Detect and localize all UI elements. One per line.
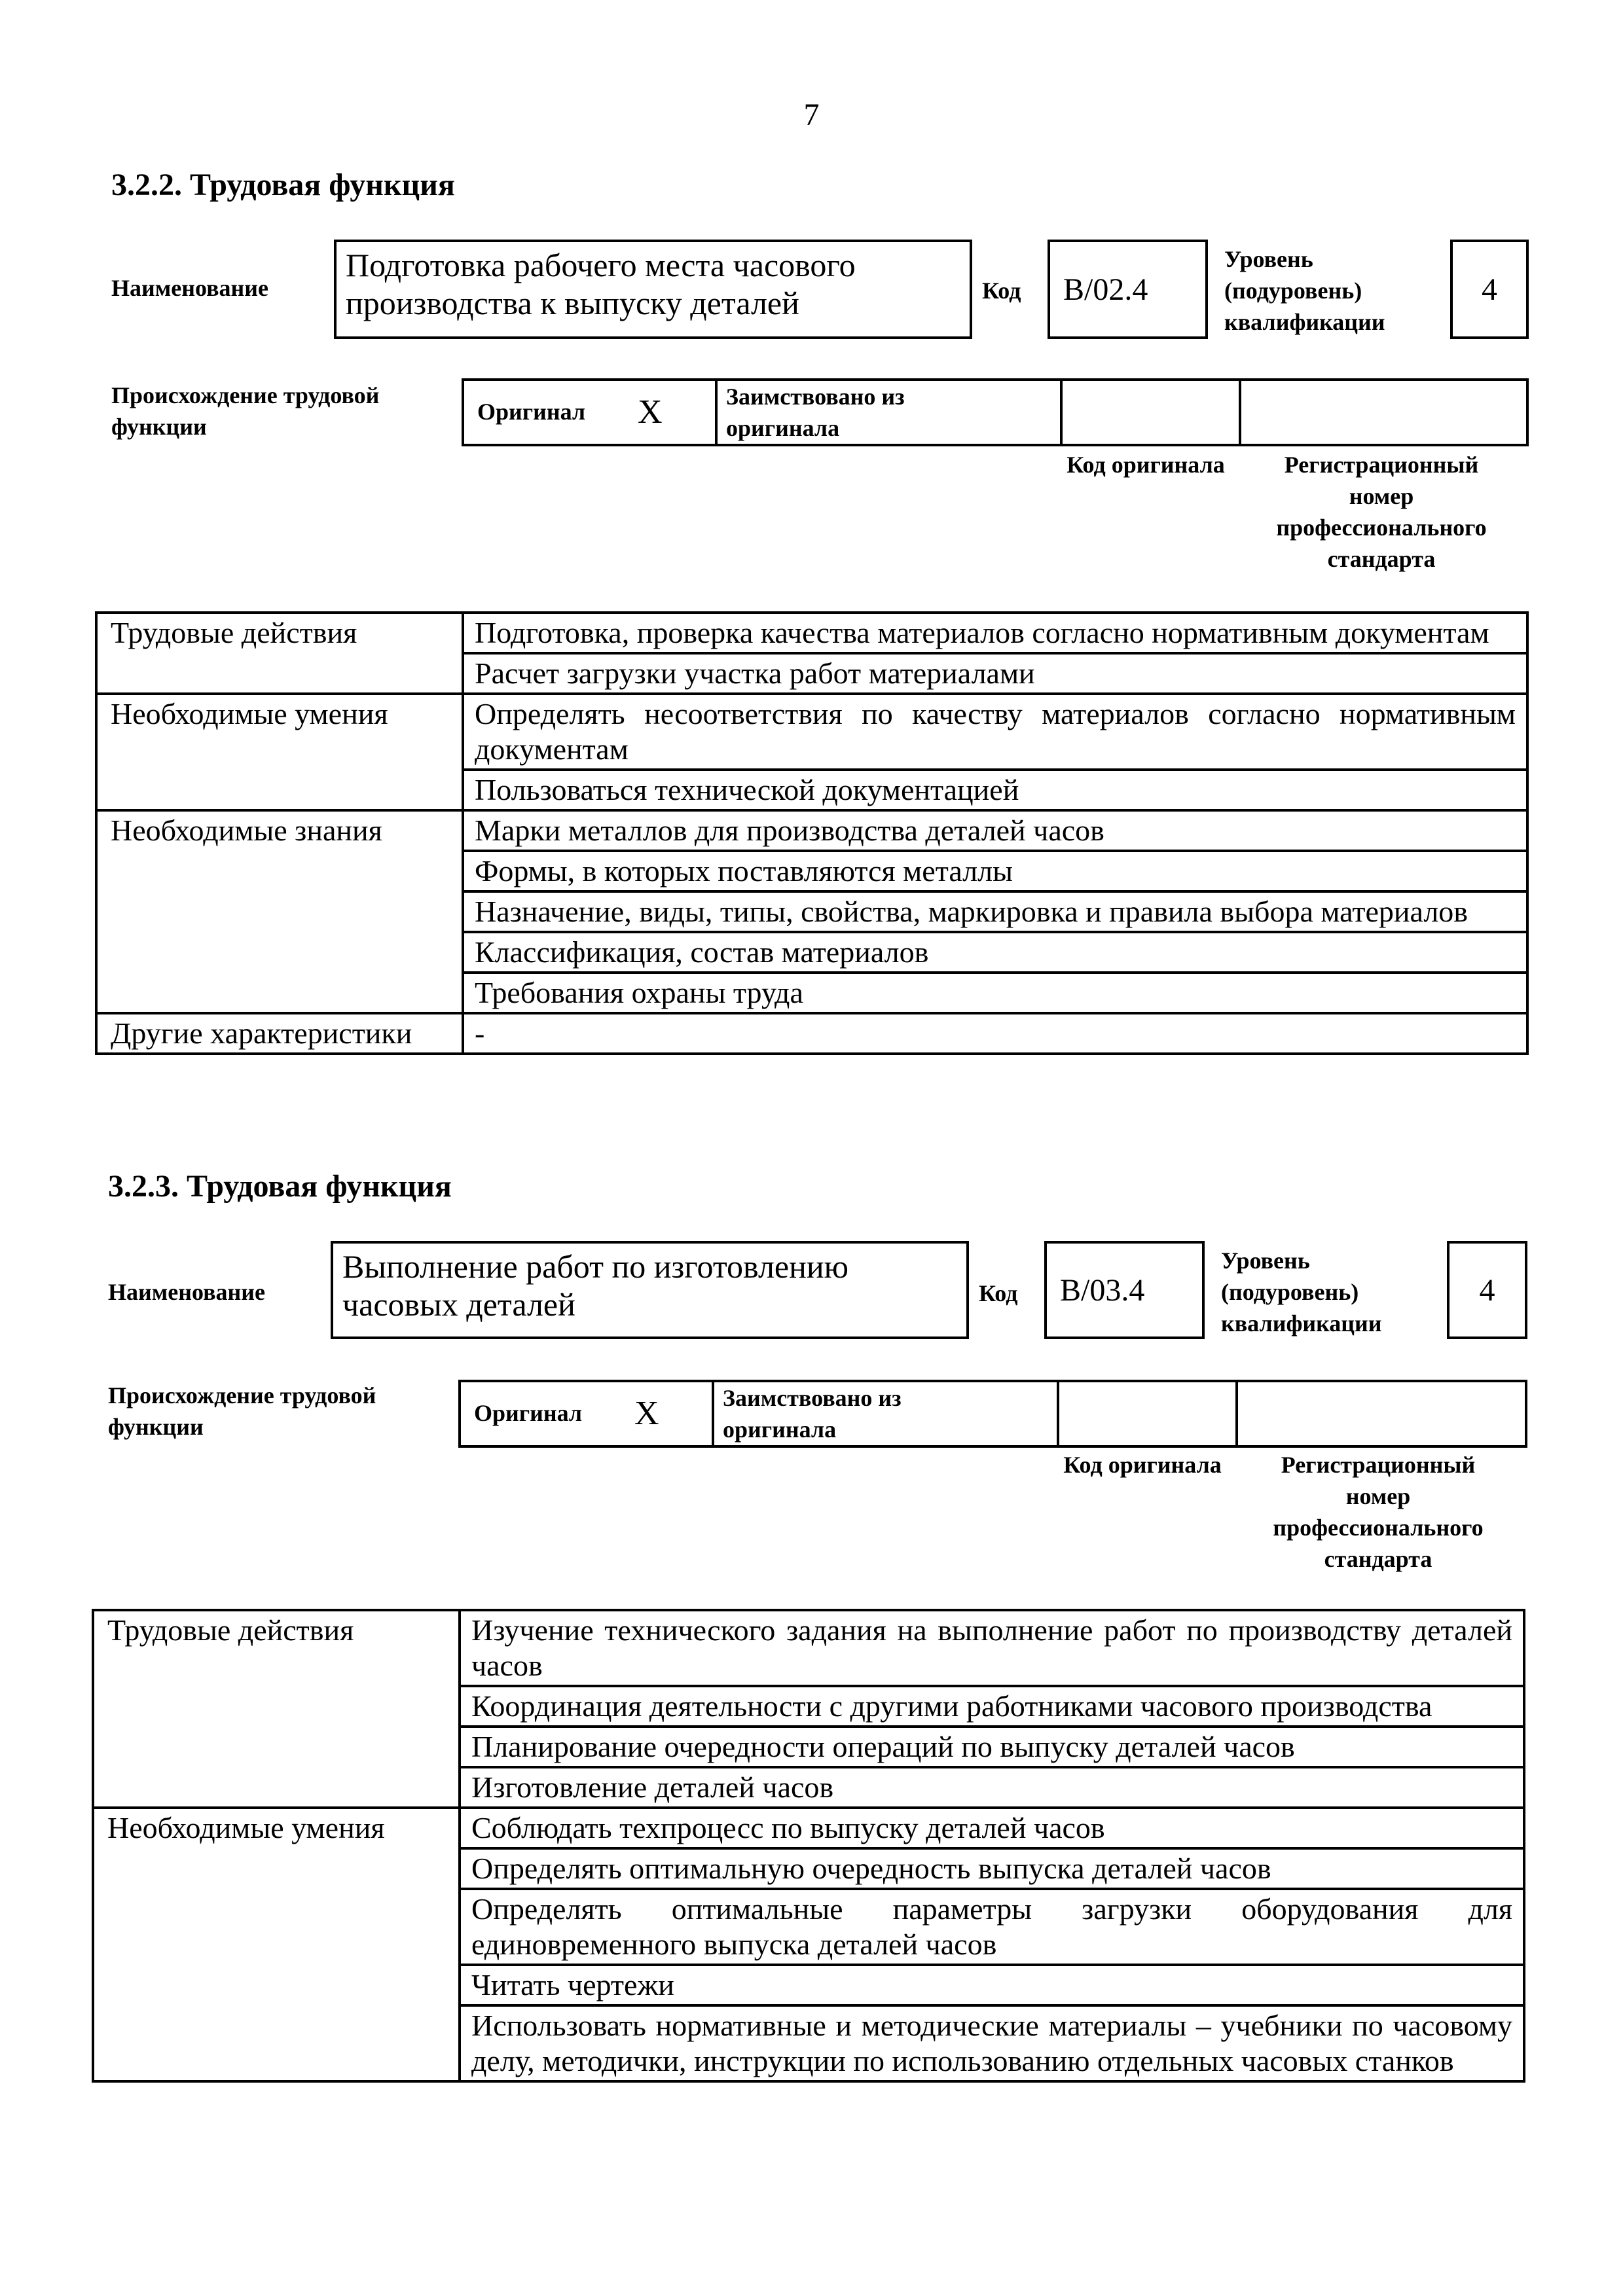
original-code-label: Код оригинала — [1067, 452, 1225, 478]
original-mark: X — [634, 1395, 659, 1432]
original-code-label: Код оригинала — [1063, 1452, 1222, 1478]
origin-table — [462, 378, 1529, 446]
divider — [1235, 1380, 1238, 1448]
table-cell: Назначение, виды, типы, свойства, маркировка и правила выбора материалов — [463, 891, 1527, 932]
original-label: Оригинал — [477, 399, 586, 425]
borrowed-label: Заимствовано из оригинала — [723, 1385, 902, 1443]
level-value: 4 — [1482, 272, 1497, 307]
section-title: 3.2.3. Трудовая функция — [108, 1169, 452, 1204]
group-label: Другие характеристики — [96, 1013, 463, 1054]
origin-table — [458, 1380, 1527, 1448]
table-cell: Классификация, состав материалов — [463, 932, 1527, 973]
table-row — [93, 1610, 1524, 1686]
level-label: Уровень (подуровень) квалификации — [1221, 1247, 1382, 1336]
group-label: Необходимые умения — [93, 1808, 460, 2081]
level-label: Уровень (подуровень) квалификации — [1224, 246, 1385, 335]
function-name: Выполнение работ по изготовлению часовых деталей — [342, 1248, 848, 1323]
function-code: B/02.4 — [1063, 272, 1148, 307]
function-name: Подготовка рабочего места часового производства к выпуску деталей — [346, 247, 856, 321]
section-title: 3.2.2. Трудовая функция — [111, 168, 455, 202]
table-row — [96, 694, 1527, 770]
original-mark: X — [638, 393, 663, 431]
borrowed-label: Заимствовано из оригинала — [726, 384, 905, 441]
level-value: 4 — [1479, 1272, 1495, 1308]
registration-number-label: Регистрационный номер профессионального стандарта — [1273, 1452, 1484, 1572]
divider — [712, 1380, 714, 1448]
table-row — [93, 1808, 1524, 1848]
table-cell: Расчет загрузки участка работ материалами — [463, 653, 1527, 694]
origin-label: Происхождение трудовой функции — [108, 1382, 376, 1440]
table-cell: Определять оптимальную очередность выпуска деталей часов — [460, 1848, 1524, 1889]
table-cell: Подготовка, проверка качества материалов согласно нормативным документам — [463, 613, 1527, 653]
table-cell: Использовать нормативные и методические материалы – учебники по часовому делу, методички, инструкции по использованию отдельных часовых станков — [460, 2005, 1524, 2081]
group-label: Трудовые действия — [93, 1610, 460, 1808]
table-cell: Определять несоответствия по качеству материалов согласно нормативным документам — [463, 694, 1527, 770]
table-cell: Формы, в которых поставляются металлы — [463, 851, 1527, 891]
table-row — [96, 1013, 1527, 1054]
table-cell: Определять оптимальные параметры загрузки оборудования для единовременного выпуска деталей часов — [460, 1889, 1524, 1965]
level-box — [1450, 240, 1529, 339]
page-number: 7 — [803, 98, 820, 132]
function-name-box — [334, 240, 972, 339]
table-cell: Соблюдать техпроцесс по выпуску деталей часов — [460, 1808, 1524, 1848]
function-name-box — [331, 1241, 969, 1339]
table-cell: Планирование очередности операций по выпуску деталей часов — [460, 1727, 1524, 1767]
table-cell: Изготовление деталей часов — [460, 1767, 1524, 1808]
group-label: Необходимые умения — [96, 694, 463, 810]
code-label: Код — [982, 278, 1021, 304]
table-cell: Координация деятельности с другими работниками часового производства — [460, 1686, 1524, 1727]
function-code: B/03.4 — [1060, 1272, 1145, 1308]
function-details-table — [92, 1609, 1525, 2083]
table-row — [96, 810, 1527, 851]
table-cell: Пользоваться технической документацией — [463, 770, 1527, 810]
divider — [715, 378, 718, 446]
function-details-table — [95, 611, 1529, 1055]
group-label: Необходимые знания — [96, 810, 463, 1013]
divider — [1239, 378, 1241, 446]
code-box — [1044, 1241, 1205, 1339]
table-cell: - — [463, 1013, 1527, 1054]
name-label: Наименование — [108, 1279, 265, 1305]
table-cell: Читать чертежи — [460, 1965, 1524, 2005]
code-label: Код — [979, 1280, 1018, 1306]
level-box — [1447, 1241, 1527, 1339]
divider — [1057, 1380, 1059, 1448]
origin-label: Происхождение трудовой функции — [111, 382, 380, 440]
table-cell: Требования охраны труда — [463, 973, 1527, 1013]
name-label: Наименование — [111, 275, 268, 301]
table-cell: Изучение технического задания на выполнение работ по производству деталей часов — [460, 1610, 1524, 1686]
registration-number-label: Регистрационный номер профессионального стандарта — [1276, 452, 1487, 572]
code-box — [1048, 240, 1208, 339]
group-label: Трудовые действия — [96, 613, 463, 694]
original-label: Оригинал — [474, 1400, 583, 1426]
divider — [1060, 378, 1063, 446]
table-cell: Марки металлов для производства деталей часов — [463, 810, 1527, 851]
table-row — [96, 613, 1527, 653]
